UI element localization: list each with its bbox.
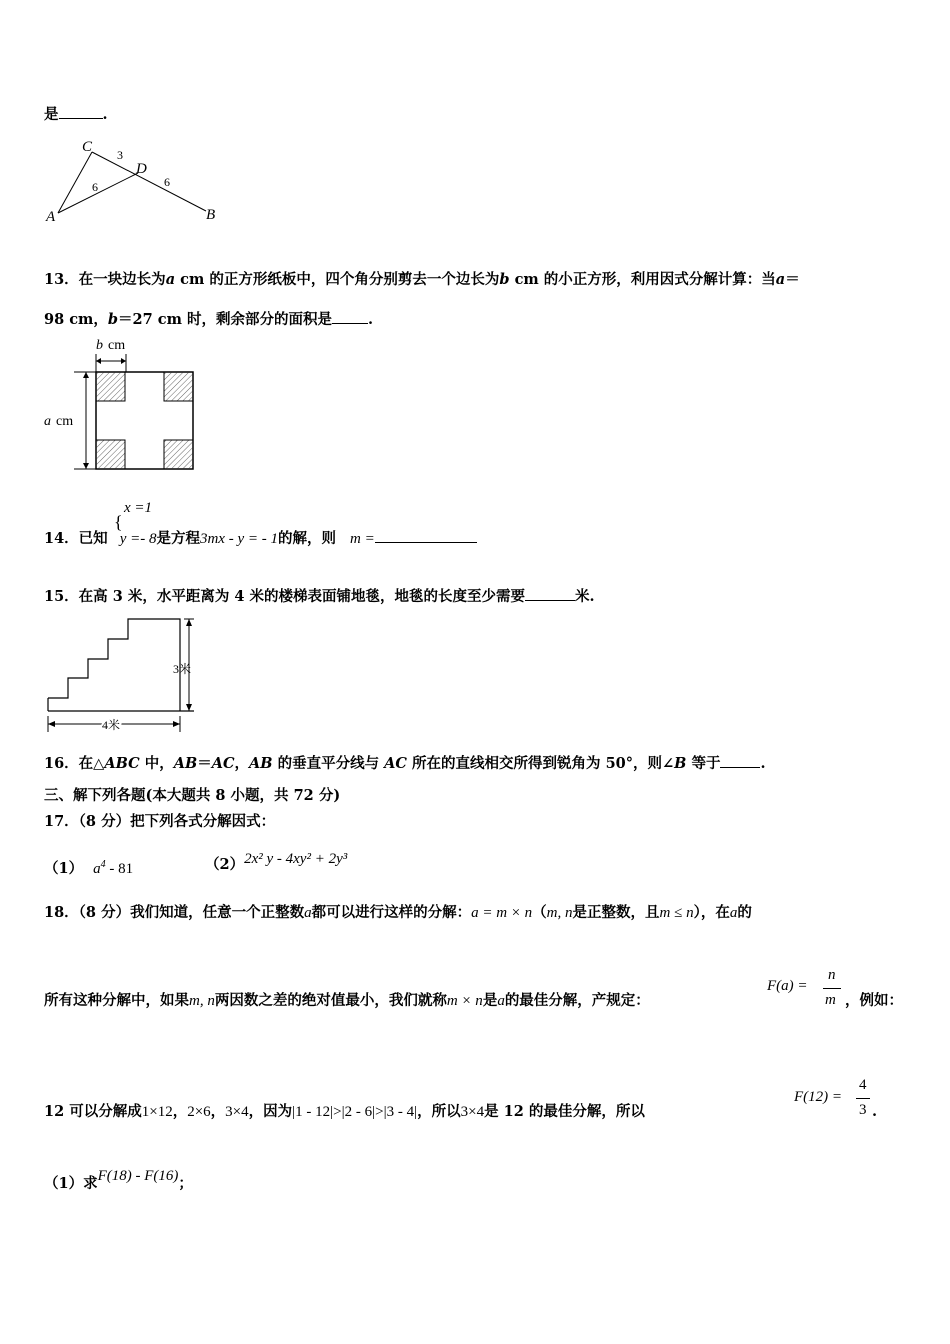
q18-part1: [44, 1168, 193, 1194]
label-c: C: [82, 139, 93, 155]
q18-text-1e: ），在: [693, 904, 730, 921]
q18-decomp-1: 1×12: [141, 1104, 173, 1120]
q18-f12-fraction-bar: [856, 1098, 870, 1099]
q12-tail-text: 是: [44, 106, 59, 123]
q13-text-4: 98 cm，: [44, 311, 108, 328]
q14-label: 14．已知: [44, 530, 108, 547]
q13-text-1: 13．在一块边长为: [44, 271, 166, 288]
q18-var-a2: a: [729, 905, 738, 921]
fig-width-label: 4米: [102, 718, 121, 732]
q18-gt-2: >: [375, 1104, 384, 1120]
q16-ab2: AB: [249, 755, 273, 772]
q13-end: .: [368, 311, 374, 328]
q18-part1-end: ；: [178, 1175, 193, 1192]
q14-text-mid2: 的解，则: [277, 530, 336, 547]
q18-comma-1: ，: [172, 1103, 188, 1120]
label-a: A: [46, 209, 56, 225]
q12-end: .: [102, 106, 108, 123]
q18-line-3: [44, 1102, 645, 1122]
q17-expr1-a: a: [93, 860, 101, 877]
q16-ac: AC: [211, 755, 235, 772]
q18-var-mn: m, n: [546, 905, 573, 921]
q18-decomp-3: 3×4: [225, 1104, 249, 1120]
q13-var-b2: b: [107, 311, 119, 328]
q18-fa-numerator: n: [828, 967, 836, 983]
q13-text-2: cm 的正方形纸板中，四个角分别剪去一个边长为: [175, 271, 500, 288]
fig-height-label: 3米: [173, 662, 192, 676]
q18-abs-3: |3 - 4|: [383, 1104, 418, 1120]
q16-text-5: 的垂直平分线与: [272, 755, 385, 772]
q14-x-value: x =1: [124, 500, 153, 516]
section-3-heading: 三、解下列各题(本大题共 8 小题，共 72 分): [44, 787, 341, 804]
q17-part2-label: （2）: [205, 856, 245, 873]
q18-f12-label: F(12) =: [794, 1089, 843, 1105]
q18-text-3c: ，所以: [417, 1103, 461, 1120]
fig-label-a: a: [44, 414, 51, 429]
q17-title: 17．（8 分）把下列各式分解因式：: [44, 813, 276, 830]
q18-mxn: m × n: [446, 993, 483, 1009]
q18-text-1b: 都可以进行这样的分解：: [311, 904, 472, 921]
q18-var-a: a: [304, 905, 312, 921]
label-d: D: [136, 161, 147, 177]
q18-line-2: [44, 991, 650, 1011]
q18-text-2b: 两因数之差的绝对值最小，我们就称: [214, 992, 447, 1009]
q14-text-mid: 是方程: [156, 530, 200, 547]
q16-text-7: 等于: [686, 755, 721, 772]
q16-text-6: 所在的直线相交所得到锐角为 50°，则∠: [406, 755, 675, 772]
q17-expr1-exp: 4: [100, 859, 106, 870]
q18-eq-amn: a = m × n: [471, 905, 533, 921]
q14-m-equals: m =: [349, 531, 375, 547]
q17-part1-label: （1）: [44, 859, 84, 877]
q15-text: 15．在高 3 米，水平距离为 4 米的楼梯表面铺地毯，地毯的长度至少需要: [44, 588, 526, 605]
q16-abc: ABC: [104, 755, 140, 772]
q18-text-3b: ，因为: [248, 1103, 293, 1120]
q16-ac2: AC: [384, 755, 407, 772]
q18-var-a3: a: [497, 993, 505, 1009]
q18-line3-end: .: [872, 1103, 878, 1120]
q17-expr1-rest: - 81: [105, 860, 134, 877]
q18-text-1d: 是正整数，且: [572, 904, 660, 921]
q13-line-1: [44, 270, 800, 290]
q18-ineq: m ≤ n: [659, 905, 694, 921]
q12-triangle-figure: [40, 135, 240, 230]
q15-answer-blank[interactable]: [525, 585, 575, 601]
q16-text-1: 16．在△: [44, 755, 105, 772]
q15-line: [44, 585, 595, 607]
q18-abs-1: |1 - 12|: [292, 1104, 334, 1120]
q16-b: B: [674, 755, 687, 772]
label-db-length: 6: [164, 175, 170, 189]
q16-text-4: ，: [234, 755, 250, 772]
q13-square-figure: [40, 334, 210, 474]
q18-abs-2: |2 - 6|: [341, 1104, 376, 1120]
q12-answer-blank[interactable]: [59, 103, 103, 119]
label-b: B: [206, 207, 216, 223]
label-cd-length: 3: [117, 148, 123, 162]
q14-brace: {: [114, 512, 123, 532]
q18-var-mn2: m, n: [189, 993, 215, 1009]
fig-label-b: b: [96, 338, 103, 353]
fig-label-b-unit: cm: [108, 338, 126, 353]
q18-example-label: ，例如：: [845, 992, 903, 1009]
q14-answer-blank[interactable]: [375, 527, 477, 543]
q13-var-b: b: [499, 271, 510, 288]
q18-text-3a: 12 可以分解成: [44, 1103, 142, 1120]
q13-text-3: cm 的小正方形，利用因式分解计算：当: [509, 271, 776, 288]
q18-decomp-2: 2×6: [187, 1104, 211, 1120]
q18-part1-expr: F(18) - F(16): [97, 1168, 179, 1184]
q18-decomp-4: 3×4: [460, 1104, 485, 1120]
q13-text-5: ＝27 cm 时，剩余部分的面积是: [118, 311, 332, 328]
q18-line-1: [44, 903, 752, 923]
q18-gt-1: >: [333, 1104, 342, 1120]
q16-end: .: [760, 755, 766, 772]
q17-expr2: 2x² y - 4xy² + 2y³: [244, 851, 348, 867]
q18-text-2a: 所有这种分解中，如果: [44, 992, 189, 1009]
q18-fa-fraction-bar: [823, 988, 841, 989]
q15-end: 米.: [575, 588, 595, 605]
q18-text-2c: 是: [482, 992, 498, 1009]
q12-tail-line: [44, 103, 108, 125]
q18-part1-label: （1）求: [44, 1175, 98, 1192]
q18-text-1f: 的: [737, 904, 752, 921]
q13-eq: ＝: [785, 271, 800, 288]
q14-y-value: y =- 8: [119, 531, 157, 547]
fig-label-a-unit: cm: [56, 414, 74, 429]
q15-staircase-figure: [44, 614, 214, 740]
q16-ab: AB: [173, 755, 198, 772]
q18-text-3d: 是 12 的最佳分解，所以: [484, 1103, 645, 1120]
q16-line: [44, 752, 766, 774]
q18-text-1a: 18．（8 分）我们知道，任意一个正整数: [44, 904, 305, 921]
q14-equation: 3mx - y = - 1: [199, 531, 278, 547]
q16-text-3: ＝: [197, 755, 212, 772]
q13-var-a: a: [165, 271, 176, 288]
q18-f12-denominator: 3: [859, 1102, 867, 1118]
q18-comma-2: ，: [210, 1103, 226, 1120]
q13-line-2: [44, 308, 373, 330]
q13-var-a2: a: [775, 271, 786, 288]
q18-text-2d: 的最佳分解，产规定：: [504, 992, 650, 1009]
q18-fa-label: F(a) =: [767, 978, 808, 994]
q17-part1: [44, 855, 133, 879]
q17-part2: [205, 851, 348, 875]
q13-answer-blank[interactable]: [332, 308, 368, 324]
label-ac-length: 6: [92, 180, 98, 194]
q18-f12-numerator: 4: [859, 1077, 867, 1093]
q16-text-2: 中，: [139, 755, 174, 772]
q18-text-1c: （: [532, 904, 547, 921]
q18-fa-denominator: m: [825, 992, 836, 1008]
q14-line: [44, 527, 477, 549]
q16-answer-blank[interactable]: [720, 752, 760, 768]
